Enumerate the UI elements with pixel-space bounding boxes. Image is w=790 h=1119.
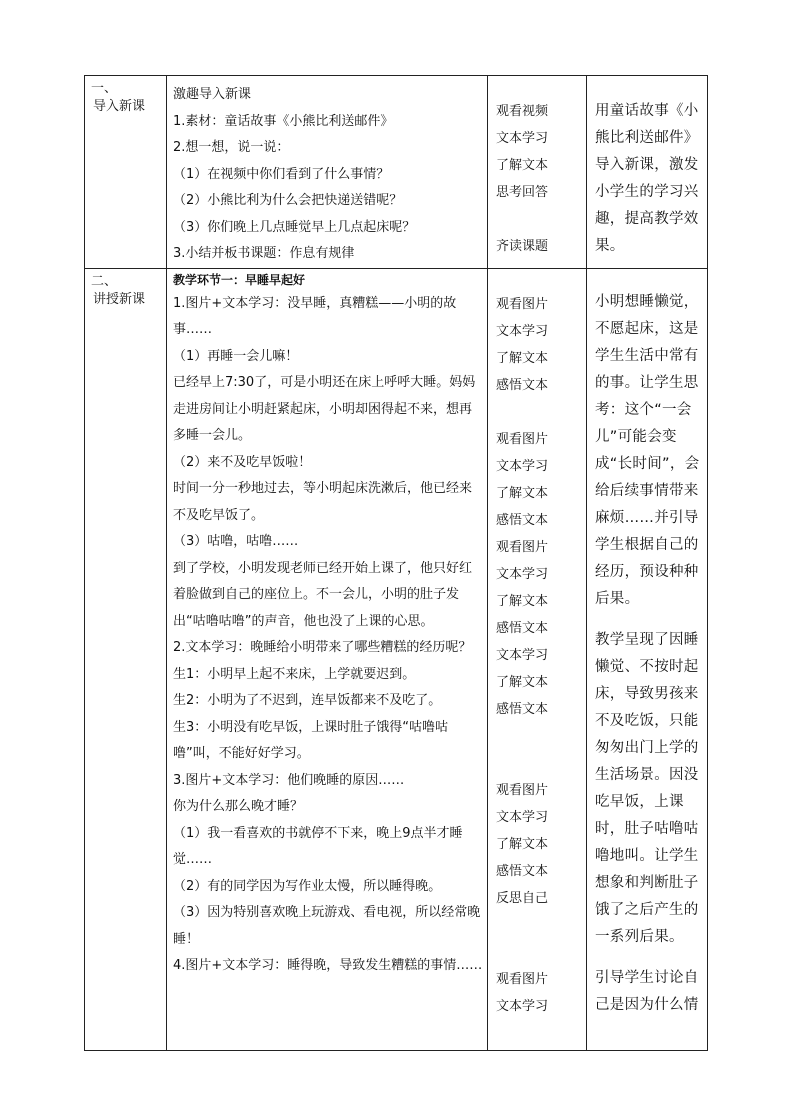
stage-name: 讲授新课 xyxy=(93,291,146,307)
content-line: 激趣导入新课 xyxy=(173,87,252,102)
content-line: 生3：小明没有吃早饭，上课时肚子饿得“咕噜咕噜”叫，不能好好学习。 xyxy=(173,719,449,761)
spacer xyxy=(496,939,586,966)
stage-number: 一、 xyxy=(91,81,118,96)
activity-item: 文本学习 xyxy=(496,998,549,1014)
activity-item: 文本学习 xyxy=(496,809,549,825)
content-line: （3）咕噜，咕噜…… xyxy=(173,534,299,549)
content-line: 1.素材：童话故事《小熊比利送邮件》 xyxy=(173,113,394,129)
content-line: 你为什么那么晚才睡？ xyxy=(173,799,304,814)
note-paragraph: 引导学生讨论自己是因为什么情 xyxy=(595,969,699,1013)
spacer xyxy=(496,750,586,777)
notes-cell xyxy=(587,76,708,269)
content-line: （1）再睡一会儿嘛！ xyxy=(173,348,299,364)
content-line: 2.文本学习：晚睡给小明带来了哪些糟糕的经历呢？ xyxy=(173,640,472,655)
content-line: （2）有的同学因为写作业太慢，所以睡得晚。 xyxy=(173,878,442,894)
activity-item: 了解文本 xyxy=(496,158,549,173)
content-line: 生2：小明为了不迟到，连早饭都来不及吃了。 xyxy=(173,693,442,708)
activity-item: 感悟文本 xyxy=(496,377,549,393)
activity-item: 观看图片 xyxy=(496,782,549,798)
content-line: （2）小熊比利为什么会把快递送错呢？ xyxy=(173,193,403,208)
lesson-content xyxy=(167,76,487,268)
content-line: 3.小结并板书课题：作息有规律 xyxy=(173,246,355,261)
content-cell xyxy=(167,268,488,1050)
activity-item: 文本学习 xyxy=(496,458,549,474)
stage-name: 导入新课 xyxy=(93,99,146,114)
activity-item: 了解文本 xyxy=(496,836,549,852)
spacer xyxy=(496,206,586,233)
spacer xyxy=(496,399,586,426)
activity-cell xyxy=(488,76,587,269)
content-line: （1）我一看喜欢的书就停不下来，晚上9点半才睡觉…… xyxy=(173,825,463,867)
content-line: （2）来不及吃早饭啦！ xyxy=(173,454,312,470)
content-line: 到了学校，小明发现老师已经开始上课了，他只好红着脸做到自己的座位上。不一会儿，小明的肚子发出“咕噜咕噜”的声音，他也没了上课的心思。 xyxy=(173,560,473,629)
activity-item: 思考回答 xyxy=(496,185,549,200)
stage-number: 二、 xyxy=(91,273,118,289)
activity-item: 观看视频 xyxy=(496,104,549,119)
student-activities xyxy=(488,76,586,260)
table-row xyxy=(85,268,708,1050)
spacer xyxy=(496,723,586,750)
design-notes xyxy=(587,269,707,1019)
note-paragraph: 教学呈现了因睡懒觉、不按时起床，导致男孩来不及吃饭，只能匆匆出门上学的生活场景。因没吃早饭，上课时，肚子咕噜咕噜地叫。让学生想象和判断肚子饿了之后产生的一系列后果。 xyxy=(595,631,699,945)
note-paragraph: 用童话故事《小熊比利送邮件》导入新课，激发小学生的学习兴趣，提高教学效果。 xyxy=(595,103,699,254)
lesson-plan-table xyxy=(84,75,708,1051)
activity-item: 了解文本 xyxy=(496,593,549,609)
activity-item: 感悟文本 xyxy=(496,512,549,528)
activity-item: 了解文本 xyxy=(496,350,549,366)
activity-item: 了解文本 xyxy=(496,674,549,690)
student-activities xyxy=(488,269,586,1020)
content-line: 3.图片+文本学习：他们晚睡的原因…… xyxy=(173,772,405,788)
content-line: 1.图片+文本学习：没早睡，真糟糕——小明的故事…… xyxy=(173,295,457,337)
content-line: （1）在视频中你们看到了什么事情？ xyxy=(173,166,390,182)
table-row xyxy=(85,76,708,269)
content-line: 已经早上7:30了，可是小明还在床上呼呼大睡。妈妈走进房间让小明赶紧起床，小明却困得起不来，想再多睡一会儿。 xyxy=(173,375,476,443)
content-line: （3）你们晚上几点睡觉早上几点起床呢？ xyxy=(173,219,416,235)
note-paragraph: 小明想睡懒觉，不愿起床，这是学生生活中常有的事。让学生思考：这个“一会儿”可能会变成“长时间”，会给后续事情带来麻烦……并引导学生根据自己的经历，预设种种后果。 xyxy=(595,293,700,607)
activity-item: 了解文本 xyxy=(496,485,549,501)
activity-item: 观看图片 xyxy=(496,431,549,447)
content-line: 生1：小明早上起不来床，上学就要迟到。 xyxy=(173,666,416,682)
content-line: 4.图片+文本学习：睡得晚，导致发生糟糕的事情…… xyxy=(173,958,483,973)
activity-cell xyxy=(488,268,587,1050)
activity-item: 齐读课题 xyxy=(496,239,549,254)
notes-cell xyxy=(587,268,708,1050)
content-line: （3）因为特别喜欢晚上玩游戏、看电视，所以经常晚睡！ xyxy=(173,905,481,947)
content-cell xyxy=(167,76,488,269)
activity-item: 文本学习 xyxy=(496,647,549,663)
content-line: 时间一分一秒地过去，等小明起床洗漱后，他已经来不及吃早饭了。 xyxy=(173,481,473,523)
activity-item: 感悟文本 xyxy=(496,863,549,879)
activity-item: 感悟文本 xyxy=(496,620,549,636)
activity-item: 观看图片 xyxy=(496,539,549,555)
activity-item: 文本学习 xyxy=(496,566,549,582)
section-heading: 教学环节一：早睡早起好 xyxy=(173,272,306,287)
design-notes xyxy=(587,76,707,260)
activity-item: 观看图片 xyxy=(496,296,549,312)
lesson-content xyxy=(167,269,487,980)
stage-cell xyxy=(85,268,167,1050)
content-line: 2.想一想，说一说： xyxy=(173,140,290,155)
stage-cell xyxy=(85,76,167,269)
activity-item: 反思自己 xyxy=(496,890,549,906)
activity-item: 感悟文本 xyxy=(496,701,549,717)
spacer xyxy=(496,912,586,939)
activity-item: 观看图片 xyxy=(496,971,549,987)
activity-item: 文本学习 xyxy=(496,131,549,146)
activity-item: 文本学习 xyxy=(496,323,549,339)
